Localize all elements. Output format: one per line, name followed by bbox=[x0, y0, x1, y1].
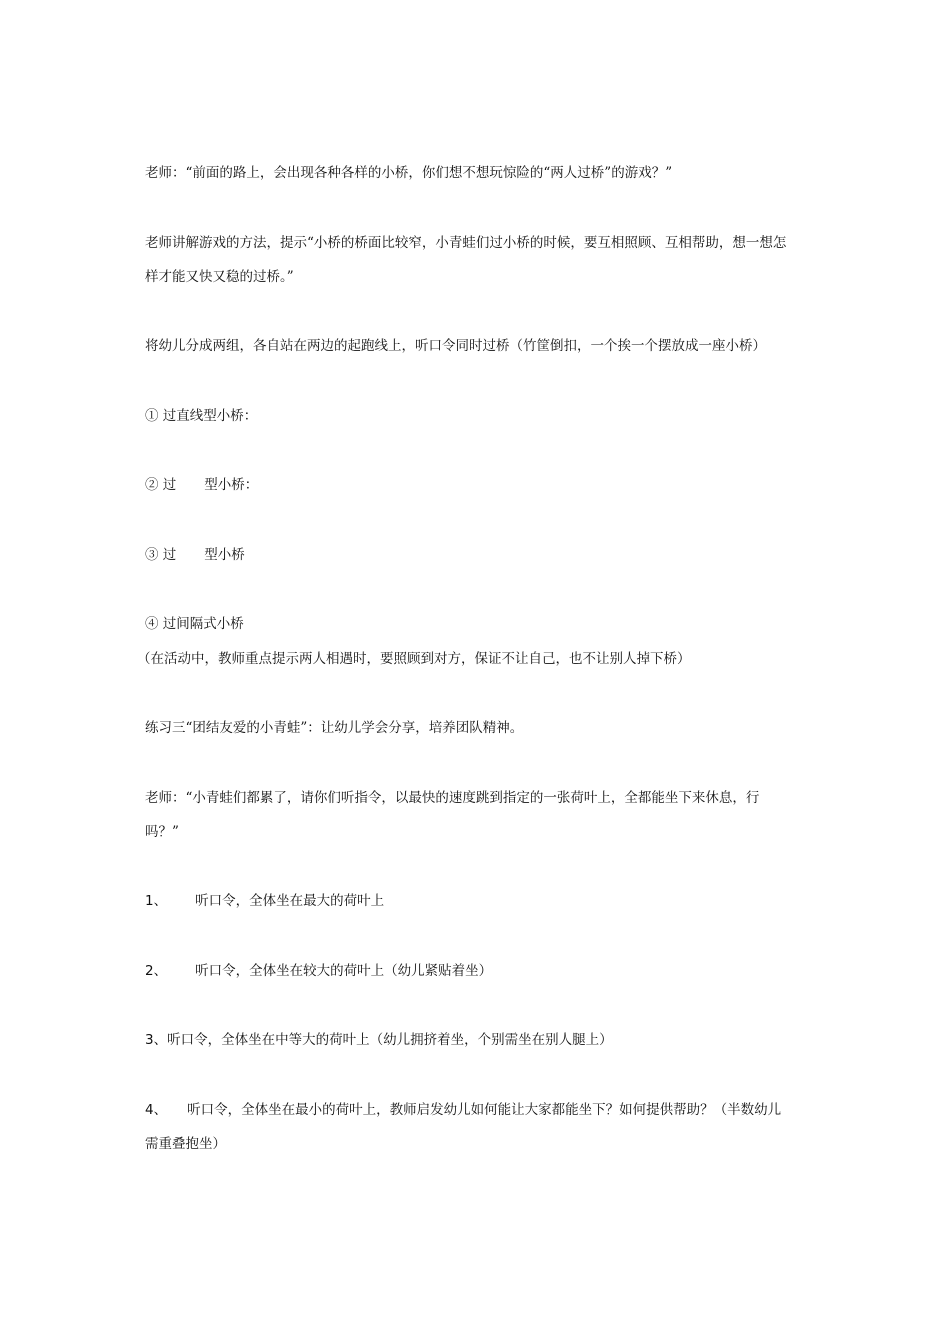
bridge-item-4 bbox=[145, 613, 825, 635]
safety-note bbox=[137, 648, 817, 670]
step-4-line-1 bbox=[145, 1099, 825, 1121]
step-1 bbox=[145, 890, 825, 912]
step-3-text: 听口令，全体坐在中等大的荷叶上（幼儿拥挤着坐，个别需坐在别人腿上） bbox=[167, 1032, 613, 1048]
step-3-number: 3、 bbox=[145, 1032, 168, 1048]
teacher-intro-paragraph bbox=[145, 162, 825, 184]
teacher-intro-text: 老师：“前面的路上，会出现各种各样的小桥，你们想不想玩惊险的“两人过桥”的游戏？” bbox=[145, 165, 673, 181]
safety-note-text: （在活动中，教师重点提示两人相遇时，要照顾到对方，保证不让自己，也不让别人掉下桥） bbox=[137, 651, 691, 667]
grouping-paragraph bbox=[145, 335, 825, 357]
step-2 bbox=[145, 960, 825, 982]
bridge-item-2-suffix: 型小桥： bbox=[204, 477, 259, 493]
step-2-text: 听口令，全体坐在较大的荷叶上（幼儿紧贴着坐） bbox=[195, 963, 493, 979]
game-explanation-line-1 bbox=[145, 232, 825, 254]
step-3 bbox=[145, 1029, 825, 1051]
bridge-item-2-prefix: ② 过 bbox=[145, 477, 177, 493]
game-explanation-text-1: 老师讲解游戏的方法，提示“小桥的桥面比较窄，小青蛙们过小桥的时候，要互相照顾、互相帮助，想一想怎 bbox=[145, 235, 787, 251]
bridge-item-1 bbox=[145, 405, 825, 427]
step-1-text: 听口令，全体坐在最大的荷叶上 bbox=[195, 893, 385, 909]
teacher-instruction-line-1 bbox=[145, 787, 825, 809]
teacher-instruction-text-2: 吗？” bbox=[145, 824, 179, 840]
step-4-number: 4、 bbox=[145, 1102, 168, 1118]
step-1-number: 1、 bbox=[145, 893, 168, 909]
exercise-3-text: 练习三“团结友爱的小青蛙”：让幼儿学会分享，培养团队精神。 bbox=[145, 720, 524, 736]
game-explanation-line-2 bbox=[145, 266, 825, 288]
step-4-text-2: 需重叠抱坐） bbox=[145, 1136, 226, 1152]
step-4-line-2 bbox=[145, 1133, 825, 1155]
grouping-text: 将幼儿分成两组，各自站在两边的起跑线上，听口令同时过桥（竹筐倒扣，一个挨一个摆放成一座小桥） bbox=[145, 338, 766, 354]
step-2-number: 2、 bbox=[145, 963, 168, 979]
bridge-item-2 bbox=[145, 474, 825, 496]
exercise-3-heading bbox=[145, 717, 825, 739]
bridge-item-3 bbox=[145, 544, 825, 566]
teacher-instruction-line-2 bbox=[145, 821, 825, 843]
step-4-text-1: 听口令，全体坐在最小的荷叶上，教师启发幼儿如何能让大家都能坐下？如何提供帮助？（半数幼儿 bbox=[187, 1102, 782, 1118]
bridge-item-3-suffix: 型小桥 bbox=[204, 547, 245, 563]
bridge-item-3-prefix: ③ 过 bbox=[145, 547, 177, 563]
game-explanation-text-2: 样才能又快又稳的过桥。” bbox=[145, 269, 294, 285]
bridge-item-1-text: ① 过直线型小桥： bbox=[145, 408, 258, 424]
teacher-instruction-text-1: 老师：“小青蛙们都累了，请你们听指令，以最快的速度跳到指定的一张荷叶上，全都能坐下来休息，行 bbox=[145, 790, 760, 806]
bridge-item-4-text: ④ 过间隔式小桥 bbox=[145, 616, 244, 632]
